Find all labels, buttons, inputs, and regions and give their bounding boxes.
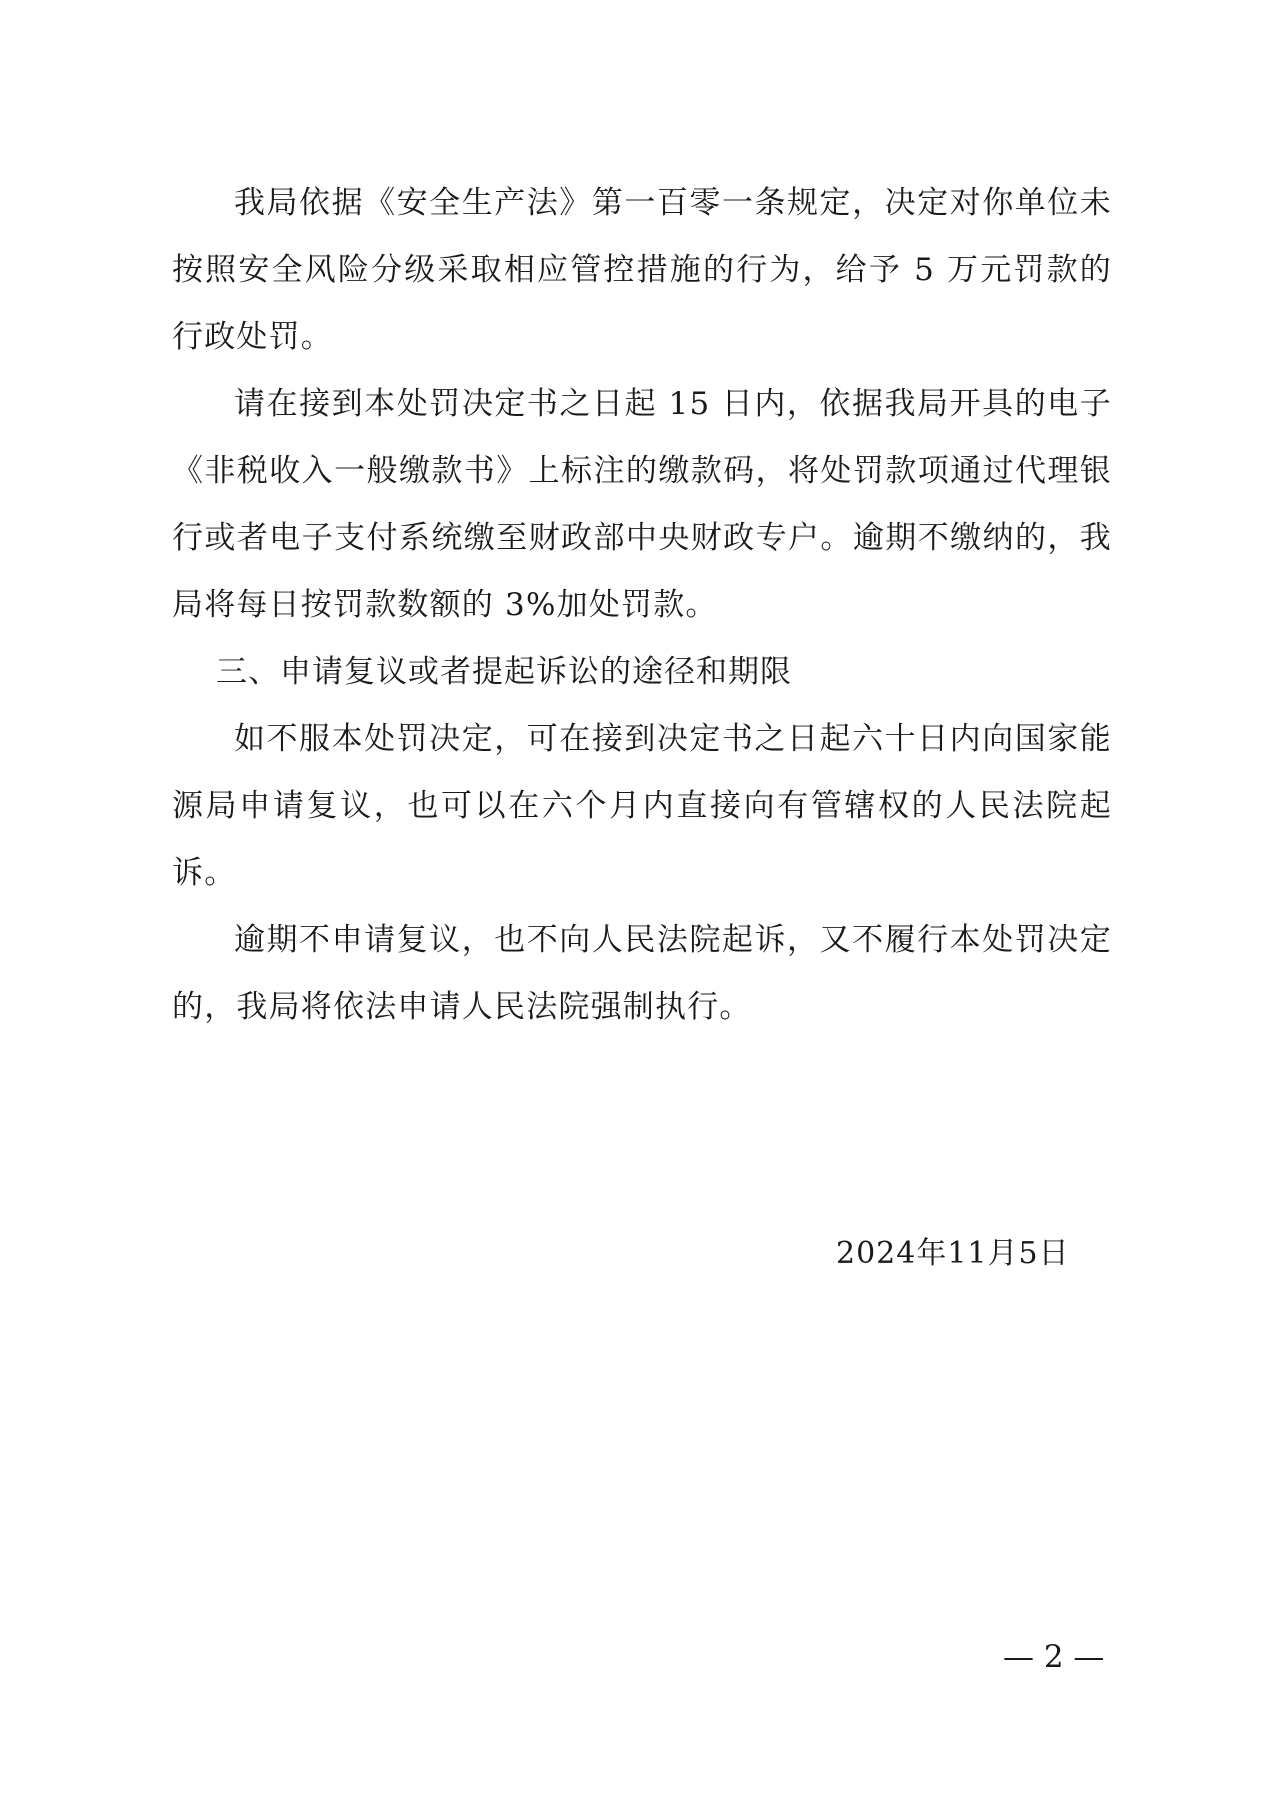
document-date: 2024年11月5日	[836, 1236, 1070, 1271]
document-body	[172, 170, 1112, 1041]
paragraph-appeal-options: 如不服本处罚决定，可在接到决定书之日起六十日内向国家能源局申请复议，也可以在六个月内直接向有管辖权的人民法院起诉。	[172, 721, 1112, 891]
section-heading-appeal: 三、申请复议或者提起诉讼的途径和期限	[216, 654, 792, 690]
paragraph-enforcement: 逾期不申请复议，也不向人民法院起诉，又不履行本处罚决定的，我局将依法申请人民法院强制执行。	[172, 922, 1112, 1025]
page-number: — 2 —	[1003, 1639, 1105, 1675]
paragraph-penalty-decision: 我局依据《安全生产法》第一百零一条规定，决定对你单位未按照安全风险分级采取相应管控措施的行为，给予 5 万元罚款的行政处罚。	[172, 185, 1112, 355]
paragraph-payment-instructions: 请在接到本处罚决定书之日起 15 日内，依据我局开具的电子《非税收入一般缴款书》上标注的缴款码，将处罚款项通过代理银行或者电子支付系统缴至财政部中央财政专户。逾期不缴纳的，我局将每日按罚款数额的 3%加处罚款。	[172, 386, 1112, 623]
